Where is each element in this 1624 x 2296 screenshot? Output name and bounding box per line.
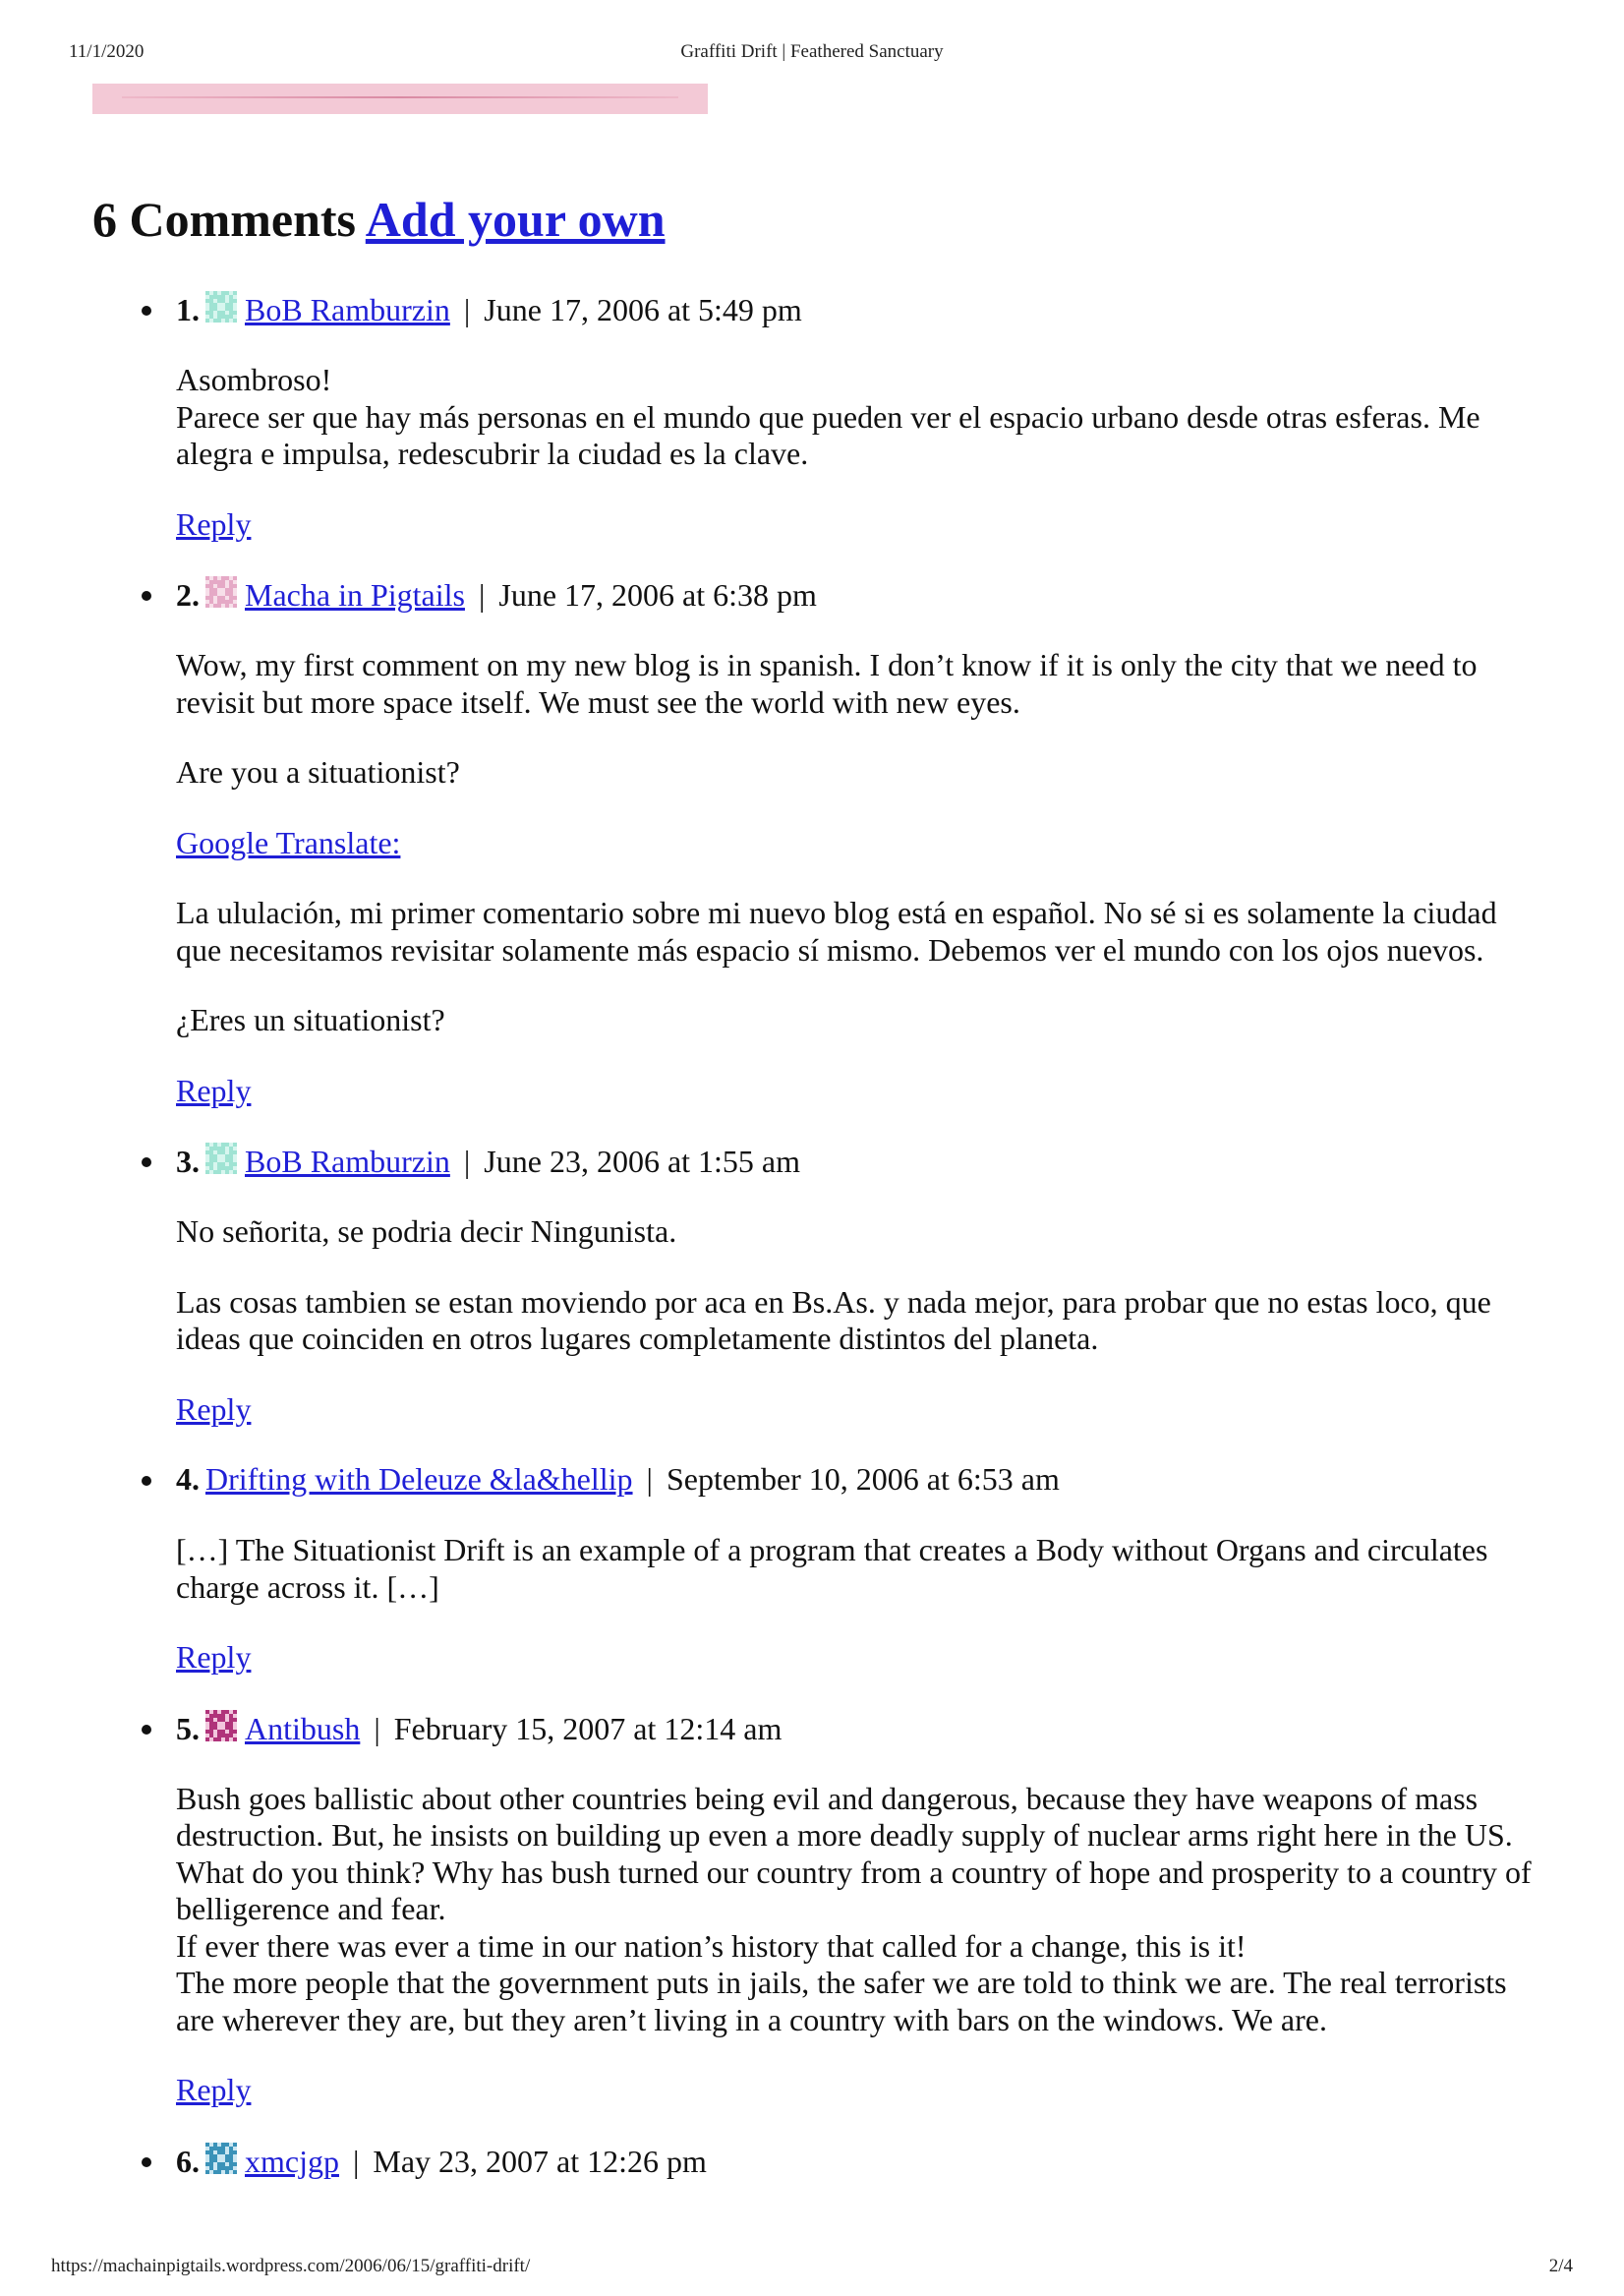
meta-separator: | bbox=[478, 577, 486, 613]
comment-paragraph: ¿Eres un situationist? bbox=[176, 1002, 445, 1037]
comment-date: May 23, 2007 at 12:26 pm bbox=[373, 2143, 707, 2179]
comment-number: 1. bbox=[176, 292, 200, 327]
bullet-icon bbox=[142, 591, 151, 601]
reply-link[interactable]: Reply bbox=[176, 505, 252, 542]
comment-meta bbox=[176, 1143, 1547, 1182]
reply-link[interactable]: Reply bbox=[176, 1639, 252, 1675]
google-translate-link[interactable]: Google Translate: bbox=[176, 824, 401, 860]
comment-number: 2. bbox=[176, 577, 200, 613]
meta-separator: | bbox=[374, 1710, 380, 1746]
meta-separator: | bbox=[463, 292, 471, 327]
comment-paragraph: La ululación, mi primer comentario sobre mi nuevo blog está en español. No sé si es solamente la ciudad que necesitamos revisitar solamente más espacio sí mismo. Debemos ver el mundo con los ojos nuevos. bbox=[176, 895, 1497, 968]
comment-author-link[interactable]: BoB Ramburzin bbox=[245, 1144, 450, 1179]
comment-paragraph: No señorita, se podria decir Ningunista. bbox=[176, 1213, 677, 1249]
comment-item bbox=[92, 1143, 1547, 1428]
comment-number: 5. bbox=[176, 1710, 200, 1746]
comment-meta bbox=[176, 1710, 1547, 1749]
comment-body bbox=[176, 1532, 1547, 1677]
avatar-blue-icon bbox=[205, 2143, 237, 2174]
print-url: https://machainpigtails.wordpress.com/2006/06/15/graffiti-drift/ bbox=[51, 2256, 531, 2276]
comment-item bbox=[92, 576, 1547, 1109]
bullet-icon bbox=[142, 1725, 151, 1735]
comment-number: 6. bbox=[176, 2143, 200, 2179]
print-footer bbox=[0, 2256, 1624, 2283]
avatar-magenta-icon bbox=[205, 1710, 237, 1741]
comment-number: 4. bbox=[176, 1461, 200, 1497]
comment-body bbox=[176, 1213, 1547, 1428]
bullet-icon bbox=[142, 306, 151, 316]
translate-paragraph bbox=[176, 825, 1547, 862]
comment-paragraph: Bush goes ballistic about other countries being evil and dangerous, because they have weapons of mass destruction. But, he insists on building up even a more deadly supply of nuclear arms right here in the US. What do you think? Why has bush turned our country from a country of hope and prosperity to a country of belligerence and fear. If ever there was ever a time in our nation’s history that called for a change, this is it! The more people that the government puts in jails, the safer we are told to think we are. The real terrorists are wherever they are, but they aren’t living in a country with bars on the windows. We are. bbox=[176, 1780, 1532, 2037]
comment-author-link[interactable]: xmcjgp bbox=[245, 2143, 339, 2179]
reply-link[interactable]: Reply bbox=[176, 1072, 252, 1108]
comments-heading bbox=[92, 193, 666, 247]
avatar-teal-icon bbox=[205, 291, 237, 323]
meta-separator: | bbox=[646, 1461, 653, 1497]
comment-body bbox=[176, 1781, 1547, 2109]
print-date: 11/1/2020 bbox=[69, 41, 145, 62]
comment-date: June 17, 2006 at 5:49 pm bbox=[484, 292, 802, 327]
reply-link[interactable]: Reply bbox=[176, 1390, 252, 1427]
comment-date: June 23, 2006 at 1:55 am bbox=[484, 1144, 801, 1179]
comment-paragraph: Las cosas tambien se estan moviendo por aca en Bs.As. y nada mejor, para probar que no estas loco, que ideas que coinciden en otros lugares completamente distintos del planeta. bbox=[176, 1283, 1491, 1356]
comment-item bbox=[92, 1461, 1547, 1677]
comment-number: 3. bbox=[176, 1144, 200, 1179]
comment-paragraph: […] The Situationist Drift is an example of a program that creates a Body without Organs and circulates charge across it. […] bbox=[176, 1532, 1488, 1605]
banner-decoration bbox=[122, 96, 678, 98]
comment-list bbox=[92, 291, 1547, 2182]
print-header bbox=[0, 41, 1624, 69]
comment-body bbox=[176, 362, 1547, 543]
comment-meta bbox=[176, 2143, 1547, 2182]
comment-meta bbox=[176, 576, 1547, 616]
comment-date: June 17, 2006 at 6:38 pm bbox=[498, 577, 817, 613]
comment-author-link[interactable]: Antibush bbox=[245, 1710, 361, 1746]
comment-item bbox=[92, 291, 1547, 543]
meta-separator: | bbox=[463, 1144, 471, 1179]
comment-author-link[interactable]: BoB Ramburzin bbox=[245, 292, 450, 327]
bullet-icon bbox=[142, 1476, 151, 1486]
meta-separator: | bbox=[352, 2143, 360, 2179]
comment-item bbox=[92, 2143, 1547, 2182]
comment-meta bbox=[176, 291, 1547, 330]
comment-body bbox=[176, 647, 1547, 1109]
comment-meta bbox=[176, 1461, 1547, 1501]
header-banner-image bbox=[92, 84, 708, 114]
add-comment-link[interactable]: Add your own bbox=[365, 192, 666, 247]
comment-item bbox=[92, 1710, 1547, 2109]
avatar-pink-icon bbox=[205, 576, 237, 608]
comments-count: 6 Comments bbox=[92, 192, 357, 247]
comment-paragraph: Asombroso! Parece ser que hay más personas en el mundo que pueden ver el espacio urbano desde otras esferas. Me alegra e impulsa, redescubrir la ciudad es la clave. bbox=[176, 362, 1480, 471]
comment-date: September 10, 2006 at 6:53 am bbox=[666, 1461, 1060, 1497]
comment-paragraph: Wow, my first comment on my new blog is in spanish. I don’t know if it is only the city that we need to revisit but more space itself. We must see the world with new eyes. bbox=[176, 647, 1478, 720]
print-page-number: 2/4 bbox=[1548, 2256, 1573, 2276]
reply-link[interactable]: Reply bbox=[176, 2072, 252, 2107]
comment-date: February 15, 2007 at 12:14 am bbox=[393, 1710, 783, 1746]
avatar-teal-icon bbox=[205, 1143, 237, 1174]
print-page-title: Graffiti Drift | Feathered Sanctuary bbox=[680, 41, 944, 62]
comment-author-link[interactable]: Macha in Pigtails bbox=[245, 577, 465, 613]
bullet-icon bbox=[142, 1157, 151, 1167]
comment-author-link[interactable]: Drifting with Deleuze &la&hellip bbox=[205, 1461, 633, 1497]
bullet-icon bbox=[142, 2157, 151, 2167]
comment-paragraph: Are you a situationist? bbox=[176, 754, 460, 790]
